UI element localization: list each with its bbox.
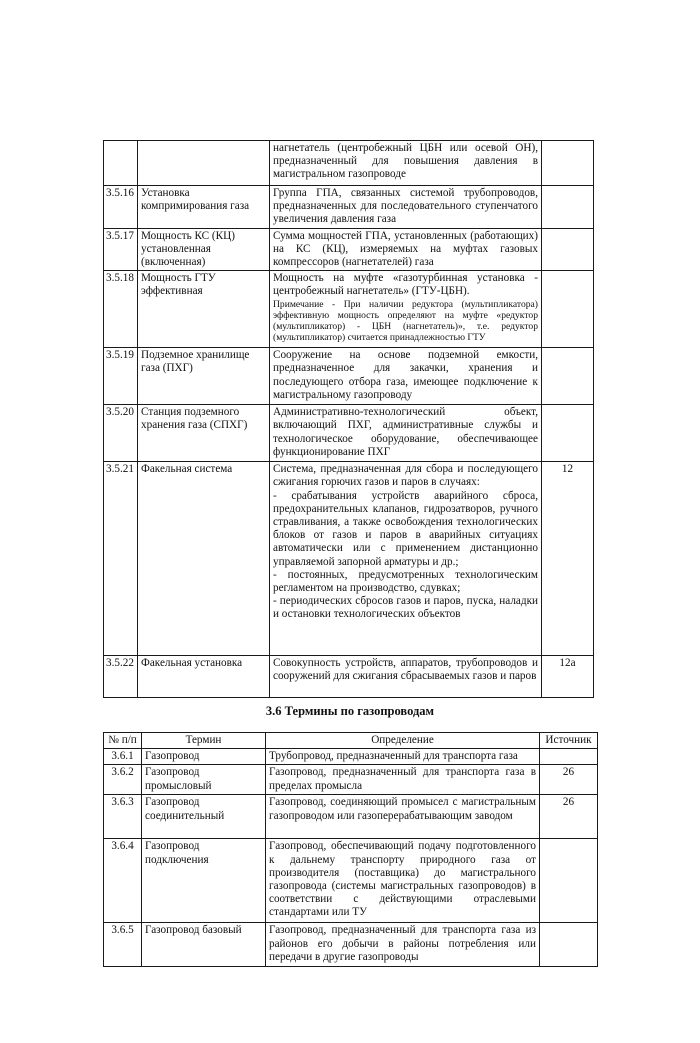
term-name: Газопровод соединительный xyxy=(142,795,266,839)
term-number xyxy=(104,141,138,186)
term-definition: Совокупность устройств, аппаратов, трубопроводов и сооружений для сжигания сбрасываемых газов и паров xyxy=(270,656,542,698)
term-name: Факельная система xyxy=(138,462,270,656)
term-definition: Сооружение на основе подземной емкости, предназначенное для закачки, хранения и последующего отбора газа, имеющее подключение к магистральному газопроводу xyxy=(270,348,542,405)
term-name: Факельная установка xyxy=(138,656,270,698)
table-header-row xyxy=(104,733,598,749)
term-number: 3.5.22 xyxy=(104,656,138,698)
table-row xyxy=(104,186,594,229)
term-number: 3.6.3 xyxy=(104,795,142,839)
term-definition: нагнетатель (центробежный ЦБН или осевой ОН), предназначенный для повышения давления в магистральном газопроводе xyxy=(270,141,542,186)
term-name: Газопровод базовый xyxy=(142,923,266,967)
definition-text: Система, предназначенная для сбора и последующего сжигания горючих газов и паров в случаях: xyxy=(273,463,538,489)
term-number: 3.6.1 xyxy=(104,749,142,765)
term-definition xyxy=(270,271,542,348)
term-name: Станция подземного хранения газа (СПХГ) xyxy=(138,405,270,462)
table-row xyxy=(104,405,594,462)
term-name: Газопровод промысловый xyxy=(142,765,266,795)
term-source xyxy=(542,186,594,229)
term-source: 26 xyxy=(540,795,598,839)
terms-table-3-6 xyxy=(103,732,598,967)
table-row xyxy=(104,749,598,765)
definition-list-item: - постоянных, предусмотренных технологическим регламентом на производство, сдувках; xyxy=(273,568,538,595)
definition-note: Примечание - При наличии редуктора (мультипликатора) эффективную мощность определяют на муфте «редуктор (мультипликатор) - ЦБН (нагнетатель)», т.е. редуктор (мультипликатор) считается принадлежностью ГТУ xyxy=(273,298,538,344)
term-number: 3.5.17 xyxy=(104,228,138,271)
table-row xyxy=(104,656,594,698)
terms-table-3-5 xyxy=(103,140,594,698)
term-definition: Газопровод, предназначенный для транспорта газа в пределах промысла xyxy=(266,765,540,795)
section-title: 3.6 Термины по газопроводам xyxy=(265,704,435,718)
term-number: 3.5.19 xyxy=(104,348,138,405)
term-number: 3.5.16 xyxy=(104,186,138,229)
term-source xyxy=(540,749,598,765)
table-row xyxy=(104,141,594,186)
term-definition xyxy=(270,462,542,656)
term-source xyxy=(540,839,598,923)
term-number: 3.6.5 xyxy=(104,923,142,967)
definition-list-item: - периодических сбросов газов и паров, пуска, наладки и остановки технологических объектов xyxy=(273,595,538,621)
term-definition: Газопровод, обеспечивающий подачу подготовленного к дальнему транспорту природного газа от производителя (поставщика) до магистрального газопровода (системы магистральных газопроводов) в соответствии с действующими отраслевыми стандартами или ТУ xyxy=(266,839,540,923)
definition-list-item: - срабатывания устройств аварийного сброса, предохранительных клапанов, гидрозатворов, ручного стравливания, а также освобождения технологических блоков от газов и паров в аварийных ситуациях автоматически или с применением дистанционно управляемой запорной арматуры и др.; xyxy=(273,489,538,568)
table-row xyxy=(104,839,598,923)
term-name: Мощность КС (КЦ) установленная (включенная) xyxy=(138,228,270,271)
table-row xyxy=(104,228,594,271)
term-name: Установка компримирования газа xyxy=(138,186,270,229)
term-source xyxy=(540,923,598,967)
term-source: 12 xyxy=(542,462,594,656)
term-source xyxy=(542,405,594,462)
term-source: 26 xyxy=(540,765,598,795)
table-row xyxy=(104,348,594,405)
table-row xyxy=(104,923,598,967)
term-number: 3.5.18 xyxy=(104,271,138,348)
term-definition: Газопровод, соединяющий промысел с магистральным газопроводом или газоперерабатывающим заводом xyxy=(266,795,540,839)
term-definition: Административно-технологический объект, включающий ПХГ, административные службы и технологическое оборудование, обеспечивающее функционирование ПХГ xyxy=(270,405,542,462)
table-row xyxy=(104,462,594,656)
table-row xyxy=(104,795,598,839)
term-source xyxy=(542,141,594,186)
definition-text: Мощность на муфте «газотурбинная установка - центробежный нагнетатель» (ГТУ-ЦБН). xyxy=(273,272,538,298)
term-name: Газопровод xyxy=(142,749,266,765)
column-header-term: Термин xyxy=(142,733,266,749)
term-number: 3.6.4 xyxy=(104,839,142,923)
table-row xyxy=(104,765,598,795)
term-definition: Группа ГПА, связанных системой трубопроводов, предназначенных для последовательного ступенчатого увеличения давления газа xyxy=(270,186,542,229)
term-name: Подземное хранилище газа (ПХГ) xyxy=(138,348,270,405)
term-source xyxy=(542,271,594,348)
term-number: 3.6.2 xyxy=(104,765,142,795)
term-source xyxy=(542,348,594,405)
term-number: 3.5.20 xyxy=(104,405,138,462)
table-row xyxy=(104,271,594,348)
term-name: Газопровод подключения xyxy=(142,839,266,923)
column-header-definition: Определение xyxy=(266,733,540,749)
column-header-number: № п/п xyxy=(104,733,142,749)
term-name xyxy=(138,141,270,186)
term-number: 3.5.21 xyxy=(104,462,138,656)
term-name: Мощность ГТУ эффективная xyxy=(138,271,270,348)
term-definition: Газопровод, предназначенный для транспорта газа из районов его добычи в районы потребления или передачи в другие газопроводы xyxy=(266,923,540,967)
term-definition: Трубопровод, предназначенный для транспорта газа xyxy=(266,749,540,765)
term-definition: Сумма мощностей ГПА, установленных (работающих) на КС (КЦ), измеряемых на муфтах газовых компрессоров (нагнетателей) газа xyxy=(270,228,542,271)
term-source xyxy=(542,228,594,271)
term-source: 12а xyxy=(542,656,594,698)
column-header-source: Источник xyxy=(540,733,598,749)
